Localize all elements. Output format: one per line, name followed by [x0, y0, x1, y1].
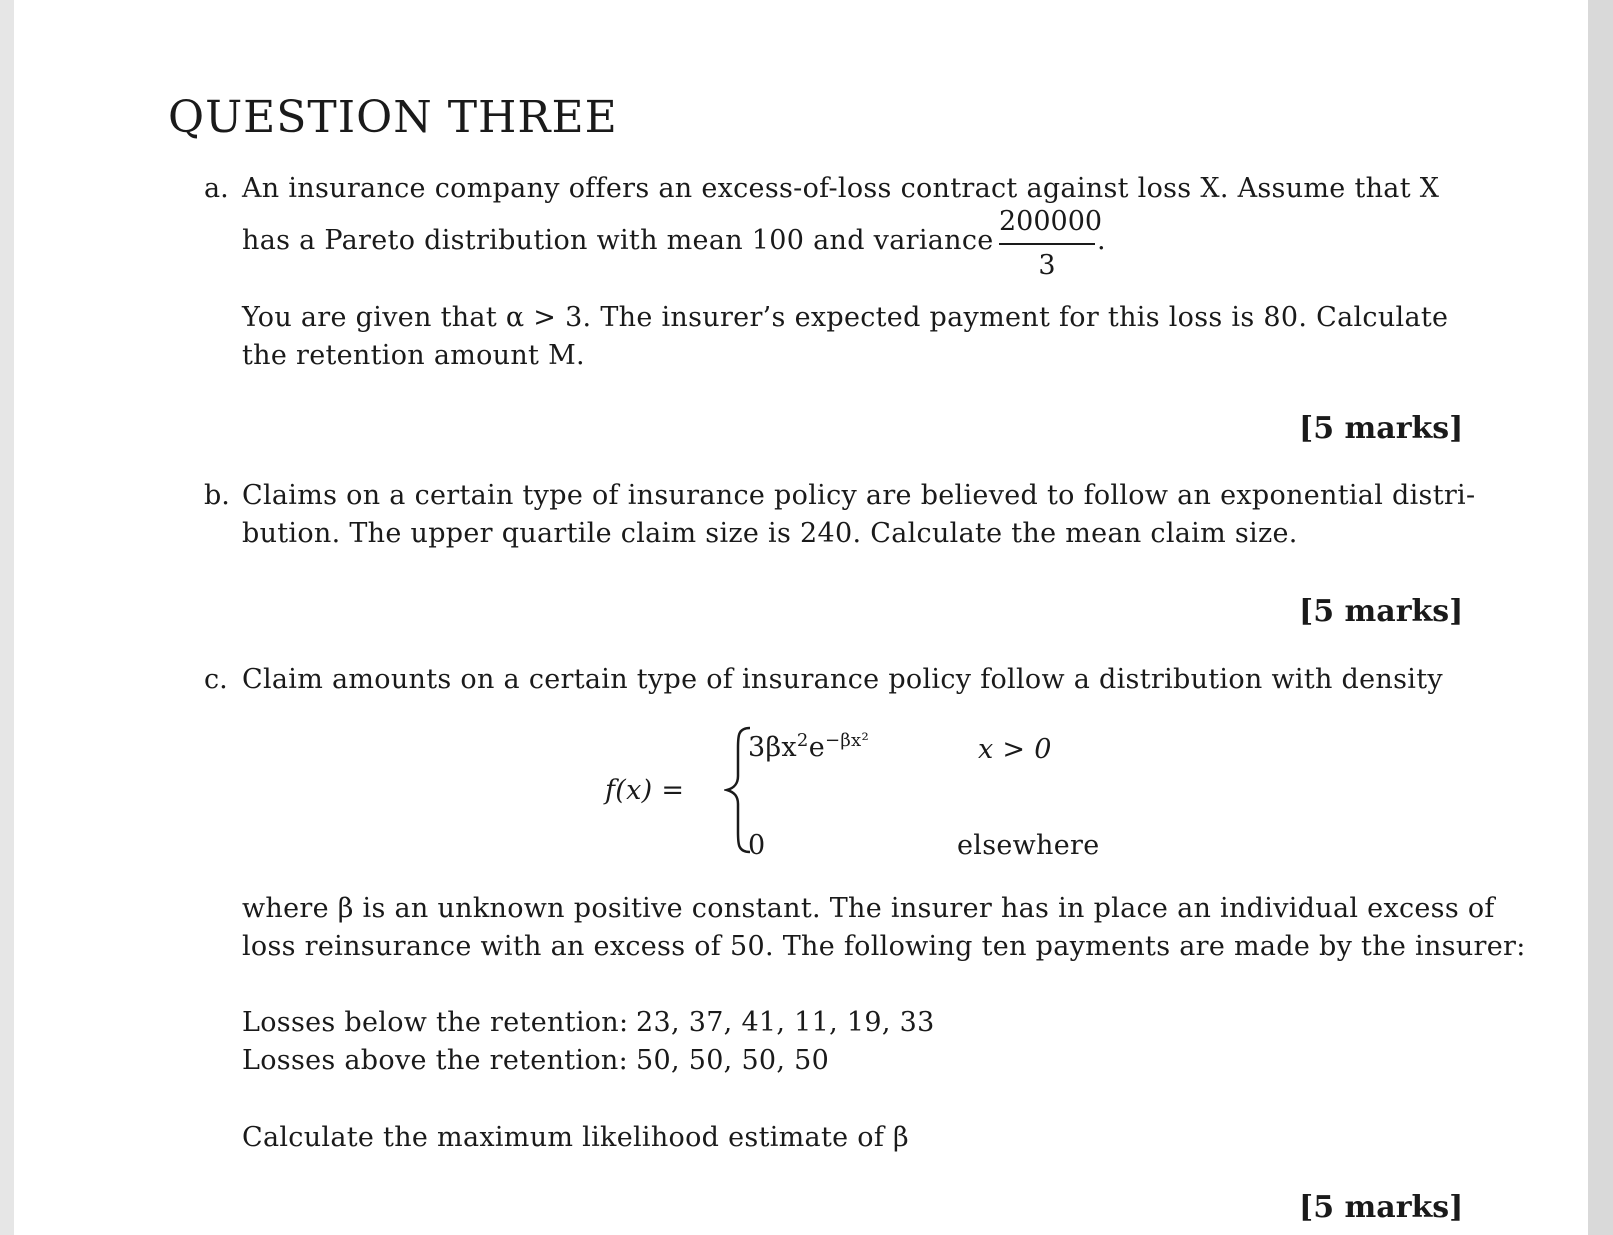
part-c-line2: where β is an unknown positive constant. The insurer has in place an individual excess of — [242, 893, 1495, 924]
question-heading: QUESTION THREE — [168, 92, 618, 143]
fraction-denominator: 3 — [1038, 250, 1056, 281]
losses-below-label: Losses below the retention: — [242, 1007, 629, 1038]
part-a-label: a. — [204, 173, 229, 204]
part-b-marks: [5 marks] — [1299, 594, 1464, 629]
case1-expression: $3\beta x^2e^{-\beta x^2}$ — [748, 730, 870, 763]
fraction-period: . — [1097, 225, 1106, 256]
part-c-line4: Calculate the maximum likelihood estimate of β — [242, 1122, 909, 1153]
case1-condition: x > 0 — [978, 734, 1052, 765]
part-c-label: c. — [204, 664, 228, 695]
case2-condition: elsewhere — [957, 830, 1100, 861]
part-a-line3: You are given that α > 3. The insurer’s expected payment for this loss is 80. Calculate — [242, 302, 1449, 333]
losses-above-label: Losses above the retention: — [242, 1045, 628, 1076]
part-b-line1: Claims on a certain type of insurance policy are believed to follow an exponential distri- — [242, 480, 1476, 511]
part-a-line2: has a Pareto distribution with mean 100 and variance — [242, 225, 994, 256]
losses-above-values: 50, 50, 50, 50 — [636, 1045, 830, 1076]
part-b-label: b. — [204, 480, 230, 511]
part-a-line1: An insurance company offers an excess-of-loss contract against loss X. Assume that X — [242, 173, 1440, 204]
document-page — [14, 0, 1588, 1235]
losses-below-values: 23, 37, 41, 11, 19, 33 — [636, 1007, 935, 1038]
part-c-line3: loss reinsurance with an excess of 50. The following ten payments are made by the insurer: — [242, 931, 1526, 962]
part-a-line4: the retention amount M. — [242, 340, 585, 371]
page-edge-shadow — [1588, 0, 1613, 1235]
case2-expression: 0 — [748, 830, 766, 861]
part-c-marks: [5 marks] — [1299, 1190, 1464, 1225]
fraction-numerator: 200000 — [999, 206, 1103, 237]
part-b-line2: bution. The upper quartile claim size is 240. Calculate the mean claim size. — [242, 518, 1298, 549]
density-function-label: f(x) = — [605, 775, 685, 806]
variance-fraction — [999, 206, 1103, 281]
part-a-marks: [5 marks] — [1299, 411, 1464, 446]
part-c-line1: Claim amounts on a certain type of insurance policy follow a distribution with density — [242, 664, 1443, 695]
fraction-bar — [999, 243, 1095, 245]
